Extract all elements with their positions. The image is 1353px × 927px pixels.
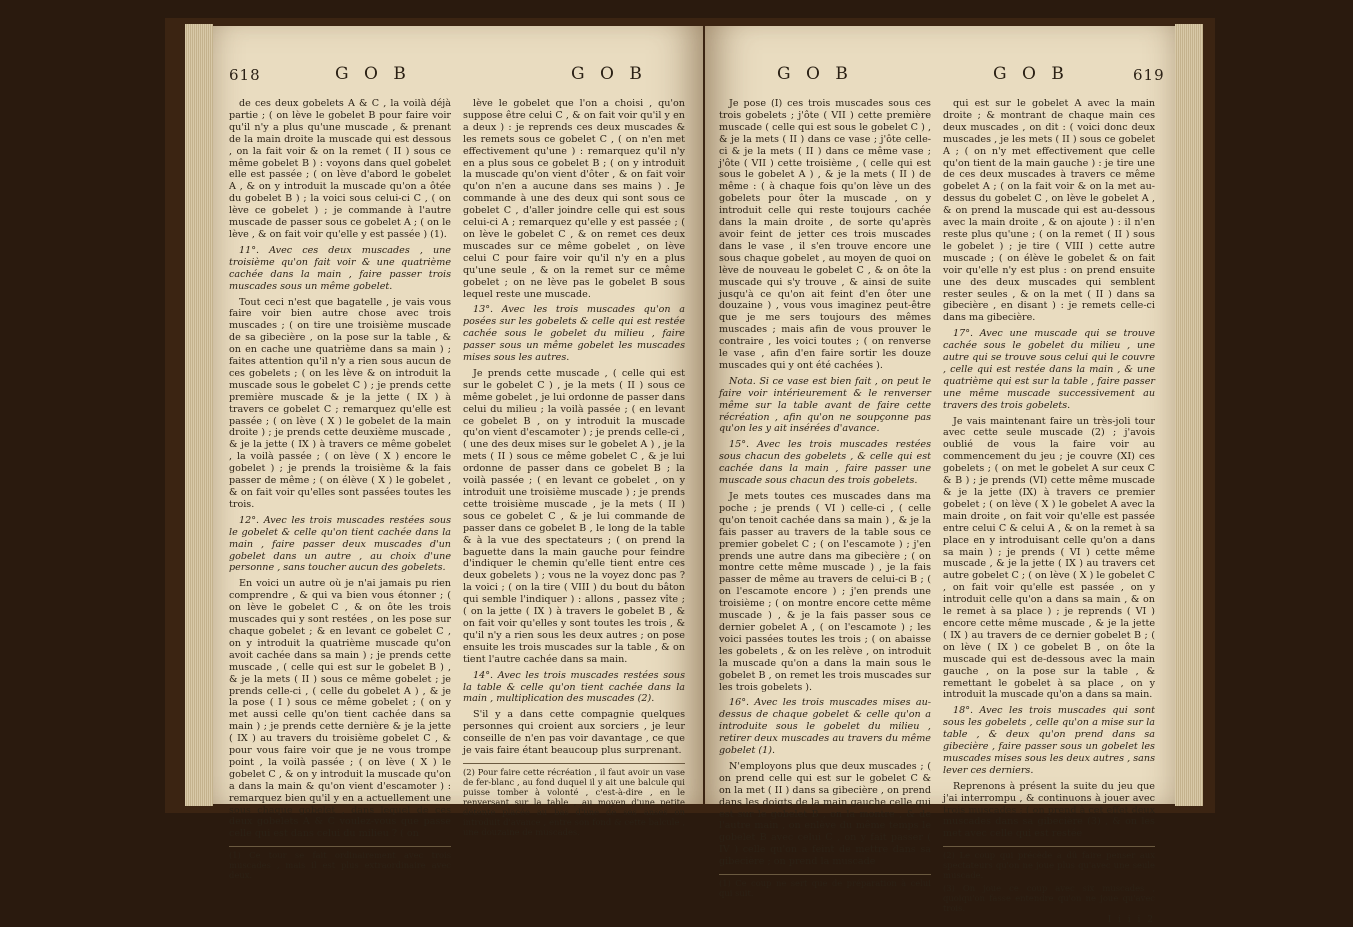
section-heading: 18°. Avec les trois muscades qui sont sous les gobelets , celle qu'on a mise sur la table , & deux qu'on prend dans sa gibecière , faire passer sous un gobelet les muscades mises sous les deux autres , sans lever ces derniers.: [943, 705, 1155, 776]
footnote: (1) Ce tour se fait ordinairement avec trois muscades , mais il est plus extraordinaire avec deux.: [229, 846, 451, 880]
nota-paragraph: Nota. Si ce vase est bien fait , on peut le faire voir intérieurement & le renverser même sur la table avant de faire cette récréation , afin qu'on ne soupçonne pas qu'on les y ait insérées d'avance.: [719, 375, 931, 435]
paragraph: Tout ceci n'est que bagatelle , je vais vous faire voir bien autre chose avec trois muscades ; ( on tire une troisième muscade de sa gibecière , on la pose sur la table , & on en cache une quatrième dans sa main ) ; faites attention qu'il n'y a rien sous aucun de ces gobelets ; ( on les lève & on introduit la muscade sous le gobelet C ) ; je prends cette première muscade & je la jette ( IX ) à travers ce gobelet C ; remarquez qu'elle est passée ; ( on lève ( X ) le gobelet de la main droite ) ; je prends cette deuxième muscade , & je la jette ( IX ) à travers ce même gobelet , la voilà passée ; ( on lève ( X ) encore le gobelet ) ; je prends la troisième & la fais passer de même ; ( on élève ( X ) le gobelet , & on fait voir qu'elles sont passées toutes les trois.: [229, 296, 451, 510]
left-page-number: 618: [229, 66, 261, 84]
paragraph: qui est sur le gobelet A avec la main droite ; & montrant de chaque main ces deux muscades , on dit : ( voici donc deux muscades , je les mets ( II ) sous ce gobelet A ; ( on n'y met effectivement que celle qu'on tient de la main gauche ) : je tire une de ces deux muscades à travers ce même gobelet A ; ( on la fait voir & on la met au-dessus du gobelet C , on lève le gobelet A , & on prend la muscade qui est au-dessous avec la main droite , & on ajoute ) : il n'en reste plus qu'une ; ( on la remet ( II ) sous le gobelet ) ; je tire ( VIII ) cette autre muscade ; ( on élève le gobelet & on fait voir qu'elle n'y est plus : on prend ensuite une des deux muscades qui semblent rester seules , & on la met ( II ) dans sa gibecière , en disant ) : je remets celle-ci dans ma gibecière.: [943, 98, 1155, 324]
right-column-2: [943, 98, 1155, 926]
left-running-head: [213, 64, 703, 94]
paragraph: Reprenons à présent la suite du jeu que j'ai interrompu , & continuons à jouer avec trois muscades ; ( on prend à cet effet deux muscades dans sa gibecière (3) , & on les met avec celle qui est restée: [943, 780, 1155, 840]
paragraph: Je pose (I) ces trois muscades sous ces trois gobelets ; j'ôte ( VII ) cette première muscade ( celle qui est sous le gobelet C ) , & je la mets ( II ) dans ce vase ; j'ôte celle-ci & je la mets ( II ) dans ce même vase ; j'ôte ( VII ) cette troisième , ( celle qui est sous le gobelet A ) , & je la mets ( II ) de même : ( à chaque fois qu'on lève un des gobelets pour ôter la muscade , on y introduit celle qui reste toujours cachée dans la main droite , de sorte qu'après avoir feint de jetter ces trois muscades dans le vase , il s'en trouve encore une sous chaque gobelet , au moyen de quoi on lève de nouveau le gobelet C , & on ôte la muscade qui s'y trouve , & ainsi de suite jusqu'à ce qu'on ait feint d'en ôter une douzaine ) , vous vous imaginez peut-être que je me sers toujours des mêmes muscades ; mais afin de vous prouver le contraire , les voici toutes ; ( on renverse le vase , afin d'en faire sortir les douze muscades qui y ont été cachées ).: [719, 98, 931, 371]
section-heading: 14°. Avec les trois muscades restées sous la table & celle qu'on tient cachée dans la main , multiplication des muscades (2).: [463, 669, 685, 705]
paragraph: Je mets toutes ces muscades dans ma poche ; je prends ( VI ) celle-ci , ( celle qu'on tenoit cachée dans sa main ) , & je la fais passer au travers de la table sous ce premier gobelet C ; ( on l'escamote ) ; j'en prends une autre dans ma gibecière ; ( on montre cette même muscade ) , je la fais passer de même au travers de celui-ci B ; ( on l'escamote encore ) ; j'en prends une troisième ; ( on montre encore cette même muscade ) , & je la fais passer sous ce dernier gobelet A , ( on l'escamote ) ; les voici passées toutes les trois ; ( on abaisse les gobelets , & on les relève , on introduit la muscade qu'on a dans la main sous le gobelet B , on remet les trois muscades sur les trois gobelets ).: [719, 491, 931, 693]
left-running-title-b: G O B: [571, 64, 647, 84]
section-heading: 15°. Avec les trois muscades restées sous chacun des gobelets , & celle qui est cachée dans la main , faire passer une muscade sous chacun des trois gobelets.: [719, 439, 931, 487]
page-edges-left: [185, 24, 213, 806]
open-book: [165, 18, 1215, 926]
paragraph: de ces deux gobelets A & C , la voilà déjà partie ; ( on lève le gobelet B pour faire voir qu'il n'y a plus qu'une muscade , & prenant de la main droite la muscade qui est dessous , on la fait voir & on la remet ( II ) sous ce même gobelet B ) : voyons dans quel gobelet elle est passée ; ( on lève d'abord le gobelet A , & on y introduit la muscade qu'on a ôtée du gobelet B ) ; la voici sous celui-ci C , ( on lève ce gobelet ) ; je commande à l'autre muscade de passer sous ce gobelet A ; ( on le lève , & on fait voir qu'elle y est passée ) (1).: [229, 98, 451, 240]
section-heading: 13°. Avec les trois muscades qu'on a posées sur les gobelets & celle qui est restée cachée sous le gobelet du milieu , faire passer sous un même gobelet les muscades mises sous les autres.: [463, 304, 685, 364]
footnote: (2) Pour faire cette récréation , il faut avoir un vase de fer-blanc , au fond duquel il y ait une balcule qui puisse tomber à volonté , c'est-à-dire , en le renversant sur la table , au moyen d'une petite détente placée au bas d'une de ses anses on introduit d'avance , entre son fond & cette balcule , une douzaine de muscades.: [463, 763, 685, 837]
section-heading: 17°. Avec une muscade qui se trouve cachée sous le gobelet du milieu , une autre qui se trouve sous celui qui le couvre , celle qui est restée dans la main , & une quatrième qui est sur la table , faire passer une même muscade successivement au travers des trois gobelets.: [943, 328, 1155, 411]
right-running-title-a: G O B: [777, 64, 853, 84]
page-edges-right: [1175, 24, 1203, 806]
paragraph: Je prends cette muscade , ( celle qui est sur le gobelet C ) , je la mets ( II ) sous ce même gobelet , je lui ordonne de passer dans celui du milieu ; la voilà passée ; ( en levant ce gobelet B , on y introduit la muscade qu'on vient d'escamoter ) ; je prends celle-ci , ( une des deux mises sur le gobelet A ) , je la mets ( II ) sous ce même gobelet C , & je lui ordonne de passer dans ce gobelet B ; la voilà passée ; ( en levant ce gobelet , on y introduit une troisième muscade ) ; je prends cette troisième muscade , je la mets ( II ) sous ce gobelet C , & je lui commande de passer dans ce gobelet B , le long de la table & à la vue des spectateurs ; ( on prend la baguette dans la main gauche pour feindre d'indiquer le chemin qu'elle tient entre ces deux gobelets ) ; vous ne la voyez donc pas ? la voici ; ( on la tire ( VIII ) du bout du bâton qui semble l'indiquer ) : allons , passez vîte ; ( on la jette ( IX ) à travers le gobelet B , & on fait voir qu'elles y sont toutes les trois , & qu'il n'y a rien sous les deux autres ; on pose ensuite les trois muscades sur la table , & on tient l'autre cachée dans sa main.: [463, 367, 685, 665]
footnote: (3) On joue ce coup avec six muscades , quoiqu'on fasse entendre qu'on ne joue qu'avec trois.: [943, 883, 1155, 914]
paragraph: En voici un autre où je n'ai jamais pu rien comprendre , & qui va bien vous étonner ; ( on lève le gobelet C , & on ôte les trois muscades qui y sont restées , on les pose sur chaque gobelet ; & en levant ce gobelet C , on y introduit la quatrième muscade qu'on avoit cachée dans sa main ) ; je prends cette muscade , ( celle qui est sur le gobelet B ) , & je la mets ( II ) sous ce même gobelet ; je prends celle-ci , ( celle du gobelet A ) , & je la pose ( I ) sous ce même gobelet ; ( on y met aussi celle qu'on tient cachée dans sa main ) ; je prends cette dernière & je la jette ( IX ) au travers du troisième gobelet C , & pour vous faire voir que je ne vous trompe point , la voilà passée ; ( on lève ( X ) le gobelet C , & on y introduit la muscade qu'on a dans la main & qu'on vient d'escamoter ) : remarquez bien qu'il y en a actuellement une sous chaque gobelet , dans lequel de ces deux gobelets A & C voulez-vous que passe celle qui est dans celui du milieu ? ( on: [229, 578, 451, 840]
section-heading: 16°. Avec les trois muscades mises au-dessus de chaque gobelet & celle qu'on a introduite sous le gobelet du milieu , retirer deux muscades au travers du même gobelet (1).: [719, 697, 931, 757]
left-page: [213, 26, 703, 881]
paragraph: Je vais maintenant faire un très-joli tour avec cette seule muscade (2) ; j'avois oublié de vous la faire voir au commencement du jeu ; je couvre (XI) ces gobelets ; ( on met le gobelet A sur ceux C & B ) ; je prends (VI) cette même muscade & je la jette (IX) à travers ce premier gobelet ; ( on lève ( X ) le gobelet A avec la main droite , on fait voir qu'elle est passée entre celui C & celui A , & on la remet à sa place en y introduisant celle qu'on a dans sa main ) ; je prends ( VI ) cette même muscade , & je la jette ( IX ) au travers cet autre gobelet C ; ( on lève ( X ) le gobelet C , on fait voir qu'elle est passée , on y introduit celle qu'on a dans sa main , & on le remet à sa place ) ; je reprends ( VI ) encore cette même muscade , & je la jette ( IX ) au travers de ce dernier gobelet B ; ( on lève ( IX ) ce gobelet B , on ôte la muscade qui est de-dessous avec la main gauche , on la pose sur la table , & remettant le gobelet à sa place , on y introduit la muscade qu'on a dans sa main.: [943, 415, 1155, 701]
left-column-1: [229, 98, 451, 881]
section-heading: 12°. Avec les trois muscades restées sous le gobelet & celle qu'on tient cachée dans la main , faire passer deux muscades d'un gobelet dans un autre , au choix d'une personne , sans toucher aucun des gobelets.: [229, 514, 451, 574]
left-column-2: [463, 98, 685, 837]
right-running-head: [705, 64, 1175, 94]
signature-mark: I i i i 2: [1107, 915, 1155, 926]
right-page-number: 619: [1133, 66, 1165, 84]
right-page: [705, 26, 1175, 926]
paragraph: N'employons plus que deux muscades ; ( on prend celle qui est sur le gobelet C & on la met ( II ) dans sa gibecière , on prend dans les doigts de la main gauche celle qui est sur le gobelet B , on la montre , & de l'autre main , on enlève du même temps le gobelet B avec celui C , on y fait passer ( IV ) celle qu'on a feint de mettre dans sa gibecière ; on prend la muscade: [719, 760, 931, 868]
right-running-title-b: G O B: [993, 64, 1069, 84]
footnote: (1) Ce coup ne sert que de préparation à celui qui suit.: [719, 874, 931, 898]
paragraph: lève le gobelet que l'on a choisi , qu'on suppose être celui C , & on fait voir qu'il y en a deux ) : je reprends ces deux muscades & les remets sous ce gobelet C , ( on n'en met effectivement qu'une ) : remarquez qu'il n'y en a plus sous ce gobelet B ; ( on y introduit la muscade qu'on vient d'ôter , & on fait voir qu'on n'en a aucune dans ses mains ) . Je commande à une des deux qui sont sous ce gobelet C , d'aller joindre celle qui est sous celui-ci A ; remarquez qu'elle y est passée ; ( on lève le gobelet C , & on remet ces deux muscades sur ce même gobelet , on lève celui C pour faire voir qu'il n'y en a plus qu'une seule , & on la remet sur ce même gobelet ; on ne lève pas le gobelet B sous lequel reste une muscade.: [463, 98, 685, 300]
footnote: (2) Le coup qui précède a dû faire penser aux spectateurs qu'on ne joue plus qu'avec une seule muscade.: [943, 846, 1155, 880]
right-column-1: [719, 98, 931, 899]
section-heading: 11°. Avec ces deux muscades , une troisième qu'on fait voir & une quatrième cachée dans la main , faire passer trois muscades sous un même gobelet.: [229, 244, 451, 292]
left-running-title-a: G O B: [335, 64, 411, 84]
paragraph: S'il y a dans cette compagnie quelques personnes qui croient aux sorciers , je leur conseille de n'en pas voir davantage , ce que je vais faire étant beaucoup plus surprenant.: [463, 709, 685, 757]
